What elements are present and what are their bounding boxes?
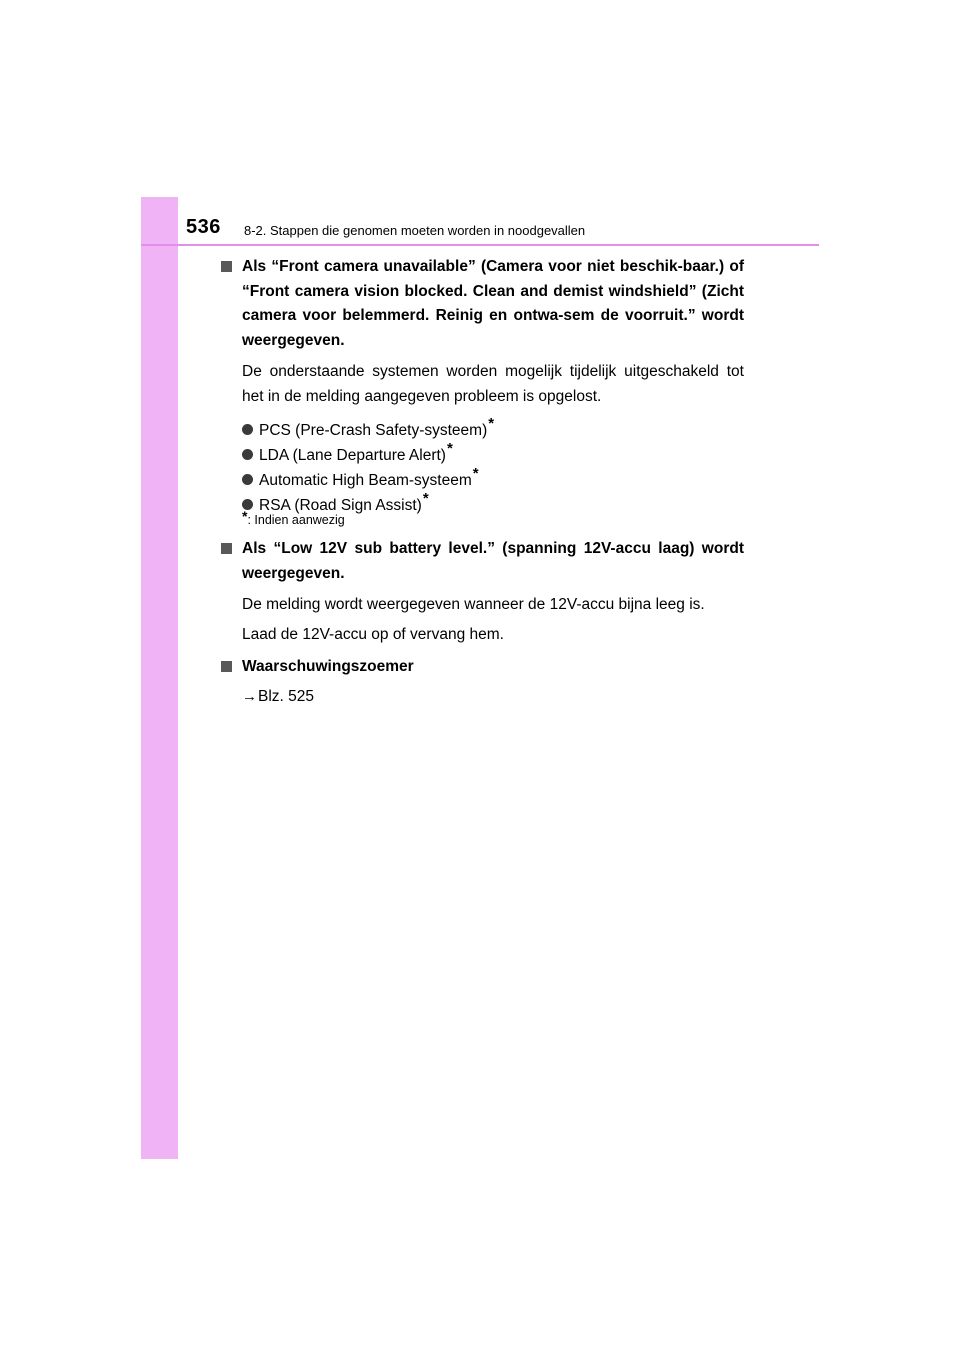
section-low-battery [219, 537, 744, 647]
chapter-side-tab [141, 197, 178, 1159]
chapter-title: 8-2. Stappen die genomen moeten worden in noodgevallen [244, 223, 586, 238]
system-list [242, 411, 744, 514]
square-bullet-icon [221, 661, 232, 672]
list-item [242, 461, 744, 489]
list-item-text: PCS (Pre-Crash Safety-systeem) [259, 422, 488, 439]
section-body: De melding wordt weergegeven wanneer de 12V-accu bijna leeg is. [242, 596, 705, 613]
footnote-marker: * [472, 465, 479, 482]
square-bullet-icon [221, 543, 232, 554]
section-front-camera [219, 255, 744, 529]
footnote-marker: * [422, 490, 429, 507]
footnote-text: : Indien aanwezig [247, 513, 345, 527]
page-number: 536 [186, 216, 221, 238]
round-bullet-icon [242, 449, 253, 460]
square-bullet-icon [221, 261, 232, 272]
round-bullet-icon [242, 474, 253, 485]
section-warning-buzzer [219, 655, 744, 709]
round-bullet-icon [242, 424, 253, 435]
header-rule [141, 244, 819, 246]
list-item-text: RSA (Road Sign Assist) [259, 497, 422, 514]
list-item [242, 411, 744, 439]
footnote-marker: * [242, 508, 248, 524]
section-heading [219, 655, 744, 680]
page-reference[interactable] [242, 685, 744, 710]
footnote-marker: * [446, 440, 453, 457]
page-reference-text[interactable]: Blz. 525 [258, 687, 315, 705]
section-heading-text: Waarschuwingszoemer [242, 658, 414, 675]
section-body: Laad de 12V-accu op of vervang hem. [242, 625, 504, 643]
section-heading [219, 537, 744, 586]
arrow-right-icon: → [242, 687, 257, 705]
list-item-text: Automatic High Beam-systeem [259, 472, 472, 489]
section-heading-text: Als “Front camera unavailable” (Camera voor niet beschik-baar.) of “Front camera vision blocked. Clean and demist windshield” (Zicht camera voor belemmerd. Reinig en ontwa-sem de voorruit.” wordt weergegeven. [242, 258, 744, 349]
list-item [242, 436, 744, 464]
section-heading-text: Als “Low 12V sub battery level.” (spanning 12V-accu laag) wordt weergegeven. [242, 540, 744, 582]
footnote-marker: * [488, 415, 495, 432]
page-content [219, 255, 744, 717]
list-item-text: LDA (Lane Departure Alert) [259, 447, 446, 464]
section-heading [219, 255, 744, 353]
section-body: De onderstaande systemen worden mogelijk tijdelijk uitgeschakeld tot het in de melding aangegeven probleem is opgelost. [242, 363, 744, 405]
footnote [242, 508, 744, 529]
